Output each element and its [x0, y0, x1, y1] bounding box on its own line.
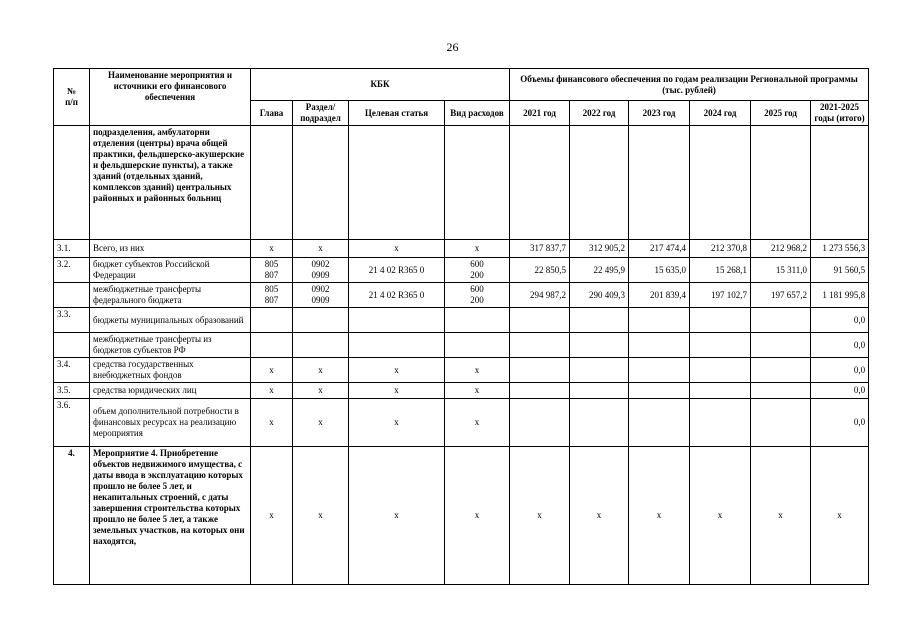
row-2024: х	[690, 447, 751, 585]
row-2025	[751, 126, 811, 240]
row-statya: х	[349, 383, 445, 399]
row-2023: х	[629, 447, 690, 585]
row-vid: х	[445, 240, 510, 258]
row-2025	[751, 333, 811, 358]
page-number: 26	[446, 40, 459, 54]
volumes-header: Объемы финансового обеспечения по годам реализации Региональной программы (тыс. рублей)	[510, 69, 869, 101]
row-total: 91 560,5	[811, 258, 869, 283]
row-2023: 201 839,4	[629, 283, 690, 308]
row-2023: 217 474,4	[629, 240, 690, 258]
col-2022-header: 2022 год	[570, 101, 629, 126]
row-name: межбюджетные трансферты федерального бюджета	[90, 283, 251, 308]
row-razdel	[293, 126, 349, 240]
table-row	[54, 383, 869, 399]
row-razdel: х	[293, 383, 349, 399]
row-vid: х	[445, 383, 510, 399]
table-row	[54, 258, 869, 283]
row-razdel: х	[293, 447, 349, 585]
col-razdel-header: Раздел/ подраздел	[293, 101, 349, 126]
col-2025-header: 2025 год	[751, 101, 811, 126]
row-razdel: х	[293, 240, 349, 258]
row-total: 1 273 556,3	[811, 240, 869, 258]
row-total: 0,0	[811, 383, 869, 399]
table-row	[54, 358, 869, 383]
row-2021: 294 987,2	[510, 283, 570, 308]
row-statya: 21 4 02 R365 0	[349, 283, 445, 308]
row-2024: 197 102,7	[690, 283, 751, 308]
table-row	[54, 240, 869, 258]
row-2024: 212 370,8	[690, 240, 751, 258]
row-2025	[751, 358, 811, 383]
row-razdel: х	[293, 358, 349, 383]
row-glava: х	[251, 383, 293, 399]
row-num: 3.3.	[54, 308, 90, 333]
row-2023	[629, 308, 690, 333]
col-2024-header: 2024 год	[690, 101, 751, 126]
row-2023	[629, 358, 690, 383]
row-statya: х	[349, 399, 445, 447]
row-razdel: 0902 0909	[293, 258, 349, 283]
row-total: 0,0	[811, 358, 869, 383]
row-2022: 290 409,3	[570, 283, 629, 308]
row-2023	[629, 383, 690, 399]
row-glava: х	[251, 399, 293, 447]
row-name: средства юридических лиц	[90, 383, 251, 399]
row-name: бюджеты муниципальных образований	[90, 308, 251, 333]
row-razdel: х	[293, 399, 349, 447]
col-2021-header: 2021 год	[510, 101, 570, 126]
row-vid	[445, 308, 510, 333]
row-glava: х	[251, 358, 293, 383]
row-total: 1 181 995,8	[811, 283, 869, 308]
row-2021	[510, 383, 570, 399]
table-row	[54, 283, 869, 308]
row-2022	[570, 126, 629, 240]
row-total: 0,0	[811, 399, 869, 447]
row-vid	[445, 126, 510, 240]
row-2025	[751, 383, 811, 399]
row-statya	[349, 333, 445, 358]
row-num: 3.4.	[54, 358, 90, 383]
row-statya: х	[349, 447, 445, 585]
row-total: 0,0	[811, 333, 869, 358]
row-num	[54, 126, 90, 240]
row-2022	[570, 308, 629, 333]
financing-table	[53, 68, 869, 585]
row-2025	[751, 399, 811, 447]
row-2024	[690, 333, 751, 358]
col-vid-header: Вид расходов	[445, 101, 510, 126]
row-2021	[510, 358, 570, 383]
row-vid: 600 200	[445, 283, 510, 308]
row-statya: х	[349, 358, 445, 383]
row-2022	[570, 333, 629, 358]
row-vid: 600 200	[445, 258, 510, 283]
row-2024	[690, 399, 751, 447]
row-razdel	[293, 308, 349, 333]
row-vid	[445, 333, 510, 358]
row-glava: х	[251, 240, 293, 258]
row-name: Мероприятие 4. Приобретение объектов недвижимого имущества, с даты ввода в эксплуатацию которых прошло не более 5 лет, и некапитальных строений, с даты завершения строительства которых прошло не более 5 лет, а также земельных участков, на которых они находятся,	[90, 447, 251, 585]
row-statya: х	[349, 240, 445, 258]
row-num: 3.1.	[54, 240, 90, 258]
row-2024	[690, 358, 751, 383]
row-2024	[690, 383, 751, 399]
col-statya-header: Целевая статья	[349, 101, 445, 126]
row-2024	[690, 308, 751, 333]
row-name: Всего, из них	[90, 240, 251, 258]
row-2023: 15 635,0	[629, 258, 690, 283]
row-num: 3.6.	[54, 399, 90, 447]
table-row	[54, 399, 869, 447]
row-num: 3.5.	[54, 383, 90, 399]
row-statya	[349, 308, 445, 333]
row-num	[54, 333, 90, 358]
row-glava: х	[251, 447, 293, 585]
col-num-header: № п/п	[54, 69, 90, 126]
row-total	[811, 126, 869, 240]
row-total: х	[811, 447, 869, 585]
row-2025: 197 657,2	[751, 283, 811, 308]
row-statya	[349, 126, 445, 240]
table-row	[54, 308, 869, 333]
row-glava	[251, 126, 293, 240]
row-2022: х	[570, 447, 629, 585]
row-2021: х	[510, 447, 570, 585]
row-total: 0,0	[811, 308, 869, 333]
row-2023	[629, 126, 690, 240]
row-2025: х	[751, 447, 811, 585]
row-2021	[510, 399, 570, 447]
col-2023-header: 2023 год	[629, 101, 690, 126]
row-name: подразделения, амбулаторни отделения (центры) врача общей практики, фельдшерско-акушерские и фельдшерские пункты), а также зданий (отдельных зданий, комплексов зданий) центральных районных и районных больниц	[90, 126, 251, 240]
row-name: объем дополнительной потребности в финансовых ресурсах на реализацию мероприятия	[90, 399, 251, 447]
row-razdel	[293, 333, 349, 358]
row-num: 4.	[54, 447, 90, 585]
row-2021	[510, 333, 570, 358]
row-glava	[251, 308, 293, 333]
row-2023	[629, 333, 690, 358]
row-glava: 805 807	[251, 283, 293, 308]
row-2025	[751, 308, 811, 333]
row-2022	[570, 399, 629, 447]
col-total-header: 2021-2025 годы (итого)	[811, 101, 869, 126]
row-2023	[629, 399, 690, 447]
row-razdel: 0902 0909	[293, 283, 349, 308]
row-num: 3.2.	[54, 258, 90, 283]
row-2021	[510, 126, 570, 240]
row-name: бюджет субъектов Российской Федерации	[90, 258, 251, 283]
row-name: средства государственных внебюджетных фондов	[90, 358, 251, 383]
kbk-header: КБК	[251, 69, 510, 101]
row-vid: х	[445, 447, 510, 585]
row-2024: 15 268,1	[690, 258, 751, 283]
row-2025: 15 311,0	[751, 258, 811, 283]
col-glava-header: Глава	[251, 101, 293, 126]
row-name: межбюджетные трансферты из бюджетов субъектов РФ	[90, 333, 251, 358]
row-2024	[690, 126, 751, 240]
table-row	[54, 333, 869, 358]
row-2021: 22 850,5	[510, 258, 570, 283]
row-2022	[570, 358, 629, 383]
row-glava: 805 807	[251, 258, 293, 283]
col-name-header: Наименование мероприятия и источники его финансового обеспечения	[90, 69, 251, 126]
row-2022: 22 495,9	[570, 258, 629, 283]
table-row	[54, 447, 869, 585]
row-vid: х	[445, 399, 510, 447]
row-statya: 21 4 02 R365 0	[349, 258, 445, 283]
row-2022: 312 905,2	[570, 240, 629, 258]
table-row	[54, 126, 869, 240]
row-2021	[510, 308, 570, 333]
row-glava	[251, 333, 293, 358]
row-num	[54, 283, 90, 308]
row-2022	[570, 383, 629, 399]
row-2021: 317 837,7	[510, 240, 570, 258]
row-vid: х	[445, 358, 510, 383]
row-2025: 212 968,2	[751, 240, 811, 258]
